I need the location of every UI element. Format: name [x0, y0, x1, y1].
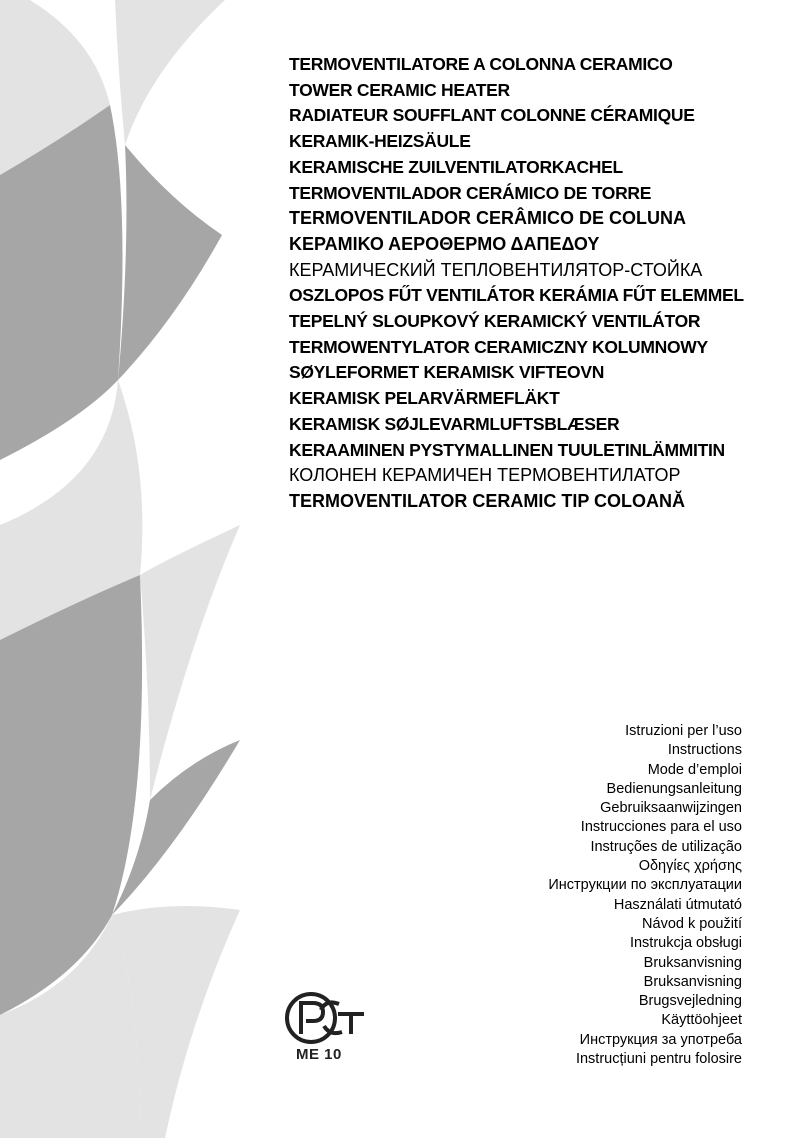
- title-dutch: KERAMISCHE ZUILVENTILATORKACHEL: [289, 156, 623, 177]
- certification-code: ME 10: [296, 1046, 342, 1063]
- title-hungarian: OSZLOPOS FŰT VENTILÁTOR KERÁMIA FŰT ELEMMEL: [289, 285, 744, 306]
- title-german: KERAMIK-HEIZSÄULE: [289, 131, 471, 152]
- band-right-1: [115, 0, 225, 145]
- band-right-2: [118, 145, 222, 380]
- manual-dutch: Gebruiksaanwijzingen: [600, 800, 742, 817]
- title-polish: TERMOWENTYLATOR CERAMICZNY KOLUMNOWY: [289, 336, 708, 357]
- title-romanian: TERMOVENTILATOR CERAMIC TIP COLOANĂ: [289, 490, 685, 511]
- manual-russian: Инструкции по эксплуатации: [548, 877, 742, 894]
- manual-greek: Οδηγίες χρήσης: [638, 858, 742, 875]
- manual-finnish: Käyttöohjeet: [661, 1012, 742, 1029]
- title-norwegian: SØYLEFORMET KERAMISK VIFTEOVN: [289, 362, 605, 383]
- title-english: TOWER CERAMIC HEATER: [289, 79, 510, 100]
- manual-italian: Istruzioni per l’uso: [625, 723, 742, 739]
- title-italian: TERMOVENTILATORE A COLONNA CERAMICO: [289, 54, 673, 74]
- manual-danish: Brugsvejledning: [638, 993, 742, 1010]
- instruction-language-list: [548, 722, 742, 1069]
- title-portuguese: TERMOVENTILADOR CERÂMICO DE COLUNA: [289, 208, 686, 229]
- title-czech: TEPELNÝ SLOUPKOVÝ KERAMICKÝ VENTILÁTOR: [289, 311, 701, 332]
- manual-portuguese: Instruções de utilização: [590, 838, 742, 855]
- title-bulgarian: КОЛОНЕН КЕРАМИЧЕН ТЕРМОВЕНТИЛАТОР: [289, 465, 681, 486]
- manual-bulgarian: Инструкция за употреба: [579, 1031, 742, 1048]
- title-french: RADIATEUR SOUFFLANT COLONNE CÉRAMIQUE: [289, 105, 695, 126]
- title-spanish: TERMOVENTILADOR CERÁMICO DE TORRE: [289, 182, 652, 203]
- pct-certification-logo: [284, 990, 368, 1046]
- manual-polish: Instrukcja obsługi: [629, 935, 742, 952]
- manual-french: Mode d’emploi: [647, 761, 742, 778]
- manual-german: Bedienungsanleitung: [606, 780, 742, 797]
- manual-english: Instructions: [667, 742, 742, 759]
- manual-norwegian: Bruksanvisning: [643, 954, 742, 971]
- title-danish: KERAMISK SØJLEVARMLUFTSBLÆSER: [289, 413, 620, 434]
- product-title-list: [289, 52, 789, 515]
- title-russian: КЕРАМИЧЕСКИЙ ТЕПЛОВЕНТИЛЯТОР-СТОЙКА: [289, 259, 703, 280]
- manual-czech: Návod k použití: [642, 915, 742, 932]
- title-swedish: KERAMISK PELARVÄRMEFLÄKT: [289, 388, 560, 409]
- title-greek: ΚΕΡΑΜΙΚΟ ΑΕΡΟΘΕΡΜΟ ΔΑΠΕΔΟΥ: [289, 233, 600, 254]
- manual-swedish: Bruksanvisning: [643, 973, 742, 990]
- manual-hungarian: Használati útmutató: [613, 896, 742, 913]
- manual-romanian: Instrucțiuni pentru folosire: [575, 1051, 742, 1068]
- title-finnish: KERAAMINEN PYSTYMALLINEN TUULETINLÄMMITIN: [289, 439, 725, 460]
- manual-spanish: Instrucciones para el uso: [580, 819, 742, 836]
